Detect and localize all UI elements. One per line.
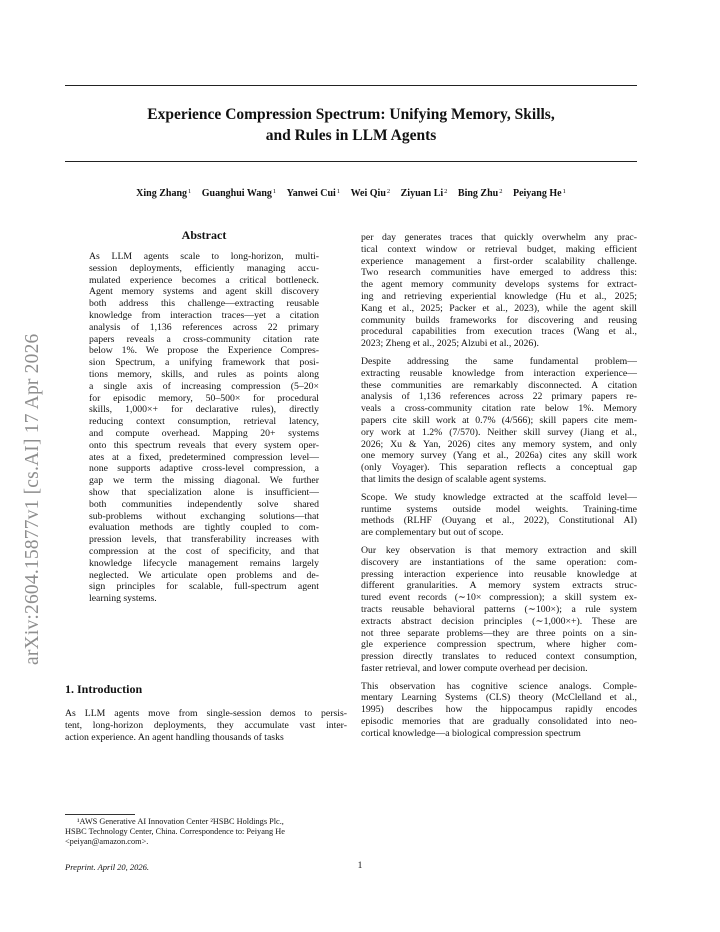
text-line: onto this spectrum reveals that every system oper- bbox=[89, 439, 319, 451]
author: Ziyuan Li$^2$ bbox=[400, 188, 448, 199]
text-line: Scope. We study knowledge extracted at the scaffold level— bbox=[361, 491, 637, 503]
text-line: ates at a fixed, predetermined compression level— bbox=[89, 451, 319, 463]
author-list bbox=[65, 188, 637, 199]
text-line: papers reveals a cross-community citation rate bbox=[89, 333, 319, 345]
text-line: experience management a first-order scalability challenge. bbox=[361, 255, 637, 267]
title-bottom-rule bbox=[65, 161, 637, 162]
text-line: a single axis of increasing compression (5–20× bbox=[89, 380, 319, 392]
text-line: 1995) describes how the hippocampus rapidly encodes bbox=[361, 704, 637, 716]
footnote-line: <peiyan@amazon.com>. bbox=[65, 837, 149, 846]
title-line-1: Experience Compression Spectrum: Unifying Memory, Skills, bbox=[147, 106, 555, 123]
footnote-rule bbox=[65, 814, 135, 815]
text-line: both address this challenge—extracting reusable bbox=[89, 298, 319, 310]
text-line: As LLM agents scale to long-horizon, multi- bbox=[89, 251, 319, 262]
text-line: veals a cross-community citation rate below 1%. Memory bbox=[361, 403, 637, 415]
text-line: tent, long-horizon deployments, they accumulate vast inter- bbox=[65, 719, 347, 731]
text-line: ory work at 1.2% (7/570). Neither skill survey (Jiang et al., bbox=[361, 426, 637, 438]
text-line: Agent memory systems and agent skill discovery bbox=[89, 286, 319, 298]
author: Guanghui Wang$^1$ bbox=[201, 188, 277, 199]
text-line: tical context window or retrieval budget, making efficient bbox=[361, 243, 637, 255]
text-line: gle experience compression spectrum, where higher com- bbox=[361, 639, 637, 651]
text-line: Two research communities have emerged to address this: bbox=[361, 267, 637, 279]
section-heading-introduction: 1. Introduction bbox=[65, 682, 143, 696]
text-line: show that specialization alone is insufficient— bbox=[89, 486, 319, 498]
page-number: 1 bbox=[357, 861, 363, 871]
text-line: tured event records (∼10× compression); a skill system ex- bbox=[361, 592, 637, 604]
text-line: analysis of 1,136 references across 22 primary bbox=[89, 321, 319, 333]
paragraph bbox=[361, 492, 637, 539]
footnote-line: HSBC Technology Center, China. Correspondence to: Peiyang He bbox=[65, 827, 285, 836]
text-line: these communities are remarkably disconnected. A citation bbox=[361, 379, 637, 391]
text-line: analysis of 1,136 references across 22 primary papers re- bbox=[361, 391, 637, 403]
text-line: methods (RLHF (Ouyang et al., 2022), Constitutional AI) bbox=[361, 515, 637, 527]
text-line: This observation has cognitive science analogs. Comple- bbox=[361, 680, 637, 692]
text-line: gap we term the missing diagonal. We further bbox=[89, 475, 319, 487]
text-line: tracts reusable behavioral patterns (∼100×); a rule system bbox=[361, 603, 637, 615]
text-line: both communities independently solve shared bbox=[89, 498, 319, 510]
author: Yanwei Cui$^1$ bbox=[286, 188, 341, 199]
text-line: compression at the cost of specificity, and that bbox=[89, 545, 319, 557]
text-line: papers cite skill work at 0.7% (4/566); skill papers cite mem- bbox=[361, 414, 637, 426]
paragraph bbox=[361, 681, 637, 740]
author: Xing Zhang$^1$ bbox=[136, 188, 192, 199]
footnote-line: ¹AWS Generative AI Innovation Center ²HSBC Holdings Plc., bbox=[77, 817, 284, 826]
text-line: not three separate problems—they are three points on a sin- bbox=[361, 627, 637, 639]
text-line: Our key observation is that memory extraction and skill bbox=[361, 544, 637, 556]
right-column bbox=[361, 232, 637, 740]
abstract-body bbox=[89, 251, 319, 605]
arxiv-side-stamp: arXiv:2604.15877v1 [cs.AI] 17 Apr 2026 bbox=[22, 333, 43, 665]
text-line: skills, 1,000×+ for declarative rules), directly bbox=[89, 404, 319, 416]
text-line: per day generates traces that quickly overwhelm any prac- bbox=[361, 232, 637, 243]
text-line: Despite addressing the same fundamental problem— bbox=[361, 355, 637, 367]
author: Bing Zhu$^2$ bbox=[457, 188, 503, 199]
text-line: discovery are instantiations of the same operation: com- bbox=[361, 556, 637, 568]
abstract-heading: Abstract bbox=[181, 228, 227, 242]
text-line: knowledge lifecycle management remains largely bbox=[89, 557, 319, 569]
paragraph bbox=[361, 545, 637, 675]
text-line: reducing context consumption, retrieval latency, bbox=[89, 416, 319, 428]
text-line: pressing interaction experience into reusable knowledge at bbox=[361, 568, 637, 580]
title-line-2: and Rules in LLM Agents bbox=[265, 127, 437, 144]
text-line: ing and retrieving experiential knowledge (Hu et al., 2025; bbox=[361, 290, 637, 302]
text-line: and compute overhead. Mapping 20+ systems bbox=[89, 427, 319, 439]
author: Wei Qiu$^2$ bbox=[350, 188, 391, 199]
text-line: extracts abstract decision principles (∼1,000×+). These are bbox=[361, 615, 637, 627]
text-line: sion Spectrum, a unifying framework that posi- bbox=[89, 357, 319, 369]
text-line: that limits the design of scalable agent systems. bbox=[361, 473, 547, 485]
text-line: As LLM agents move from single-session demos to persis- bbox=[65, 708, 347, 719]
top-rule bbox=[65, 85, 637, 86]
text-line: sign principles for scalable, full-spectrum agent bbox=[89, 581, 319, 593]
preprint-note: Preprint. April 20, 2026. bbox=[65, 862, 150, 872]
paragraph bbox=[361, 232, 637, 350]
text-line: procedural capabilities from execution traces (Wang et al., bbox=[361, 326, 637, 338]
text-line: community builds frameworks for discovering and reusing bbox=[361, 314, 637, 326]
text-line: evaluation methods are tightly coupled to com- bbox=[89, 522, 319, 534]
text-line: 2023; Zheng et al., 2025; Alzubi et al., 2026). bbox=[361, 338, 539, 350]
text-line: (only Voyager). This separation reflects a conceptual gap bbox=[361, 462, 637, 474]
author: Peiyang He$^1$ bbox=[512, 188, 566, 199]
text-line: extracting reusable knowledge from interaction experience— bbox=[361, 367, 637, 379]
text-line: pression directly translates to reduced context consumption, bbox=[361, 651, 637, 663]
text-line: pression levels, that transferability increases with bbox=[89, 534, 319, 546]
text-line: for episodic memory, 50–500× for procedural bbox=[89, 392, 319, 404]
introduction-paragraph bbox=[65, 708, 347, 743]
text-line: mulated experience becomes a critical bottleneck. bbox=[89, 274, 319, 286]
text-line: none supports adaptive cross-level compression, a bbox=[89, 463, 319, 475]
text-line: sub-problems without exchanging solutions—that bbox=[89, 510, 319, 522]
text-line: runtime systems outside model weights. Training-time bbox=[361, 503, 637, 515]
text-line: faster retrieval, and lower compute overhead per decision. bbox=[361, 662, 588, 674]
text-line: session deployments, efficiently managing accu- bbox=[89, 262, 319, 274]
text-line: the agent memory community develops systems for extract- bbox=[361, 279, 637, 291]
text-line: are complementary but out of scope. bbox=[361, 527, 504, 539]
text-line: Kang et al., 2025; Packer et al., 2023), while the agent skill bbox=[361, 302, 637, 314]
text-line: one memory survey (Yang et al., 2026a) cites any skill work bbox=[361, 450, 637, 462]
paper-title bbox=[65, 104, 637, 146]
text-line: knowledge from interaction traces—yet a citation bbox=[89, 309, 319, 321]
paragraph bbox=[361, 356, 637, 486]
text-line: 2026; Xu & Yan, 2026) cites any memory system, and only bbox=[361, 438, 637, 450]
text-line: cortical knowledge—a biological compression spectrum bbox=[361, 727, 581, 739]
footnote bbox=[65, 817, 347, 847]
text-line: episodic memories that are gradually consolidated into neo- bbox=[361, 716, 637, 728]
text-line: learning systems. bbox=[89, 593, 157, 605]
text-line: mentary Learning Systems (CLS) theory (McClelland et al., bbox=[361, 692, 637, 704]
text-line: action experience. An agent handling thousands of tasks bbox=[65, 731, 284, 743]
text-line: neglected. We articulate open problems and de- bbox=[89, 569, 319, 581]
text-line: different granularities. A memory system extracts struc- bbox=[361, 580, 637, 592]
text-line: below 1%. We propose the Experience Compres- bbox=[89, 345, 319, 357]
text-line: tions memory, skills, and rules as points along bbox=[89, 368, 319, 380]
